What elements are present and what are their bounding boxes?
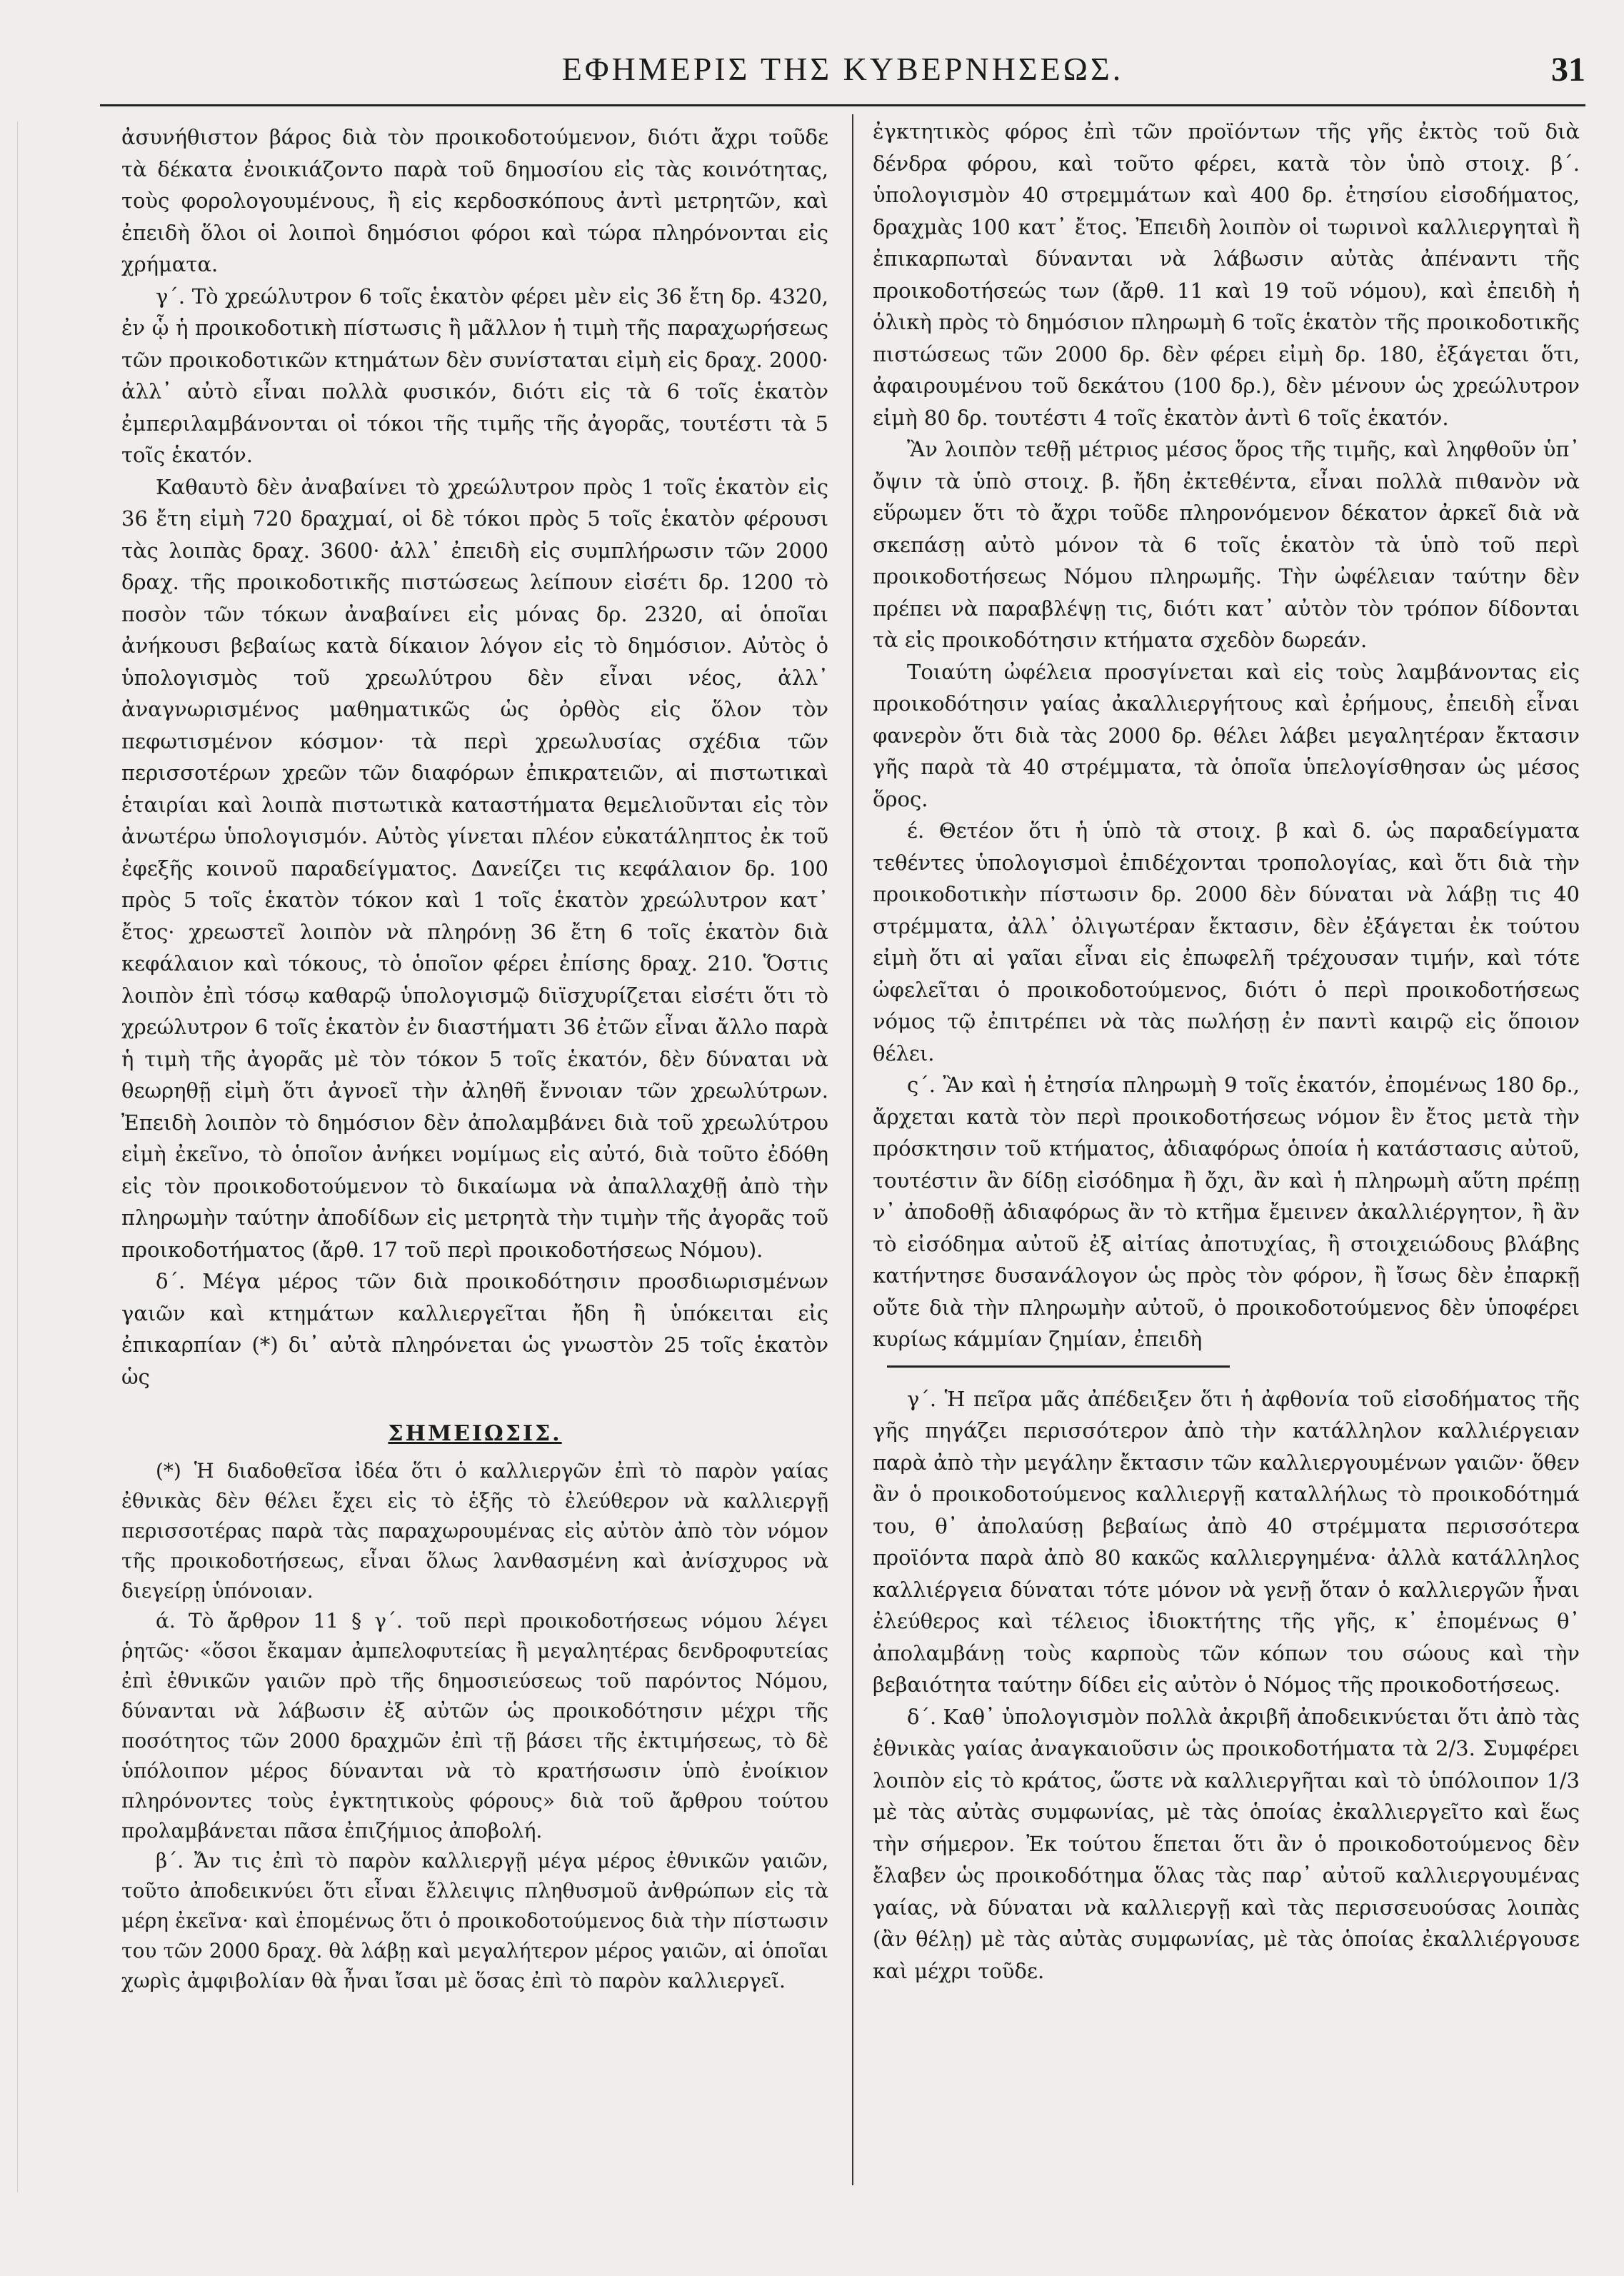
paragraph: έ. Θετέον ὅτι ἡ ὑπὸ τὰ στοιχ. β καὶ δ. ὡς παραδείγματα τεθέντες ὑπολογισμοὶ ἐπιδέχονται τροπολογίας, καὶ ὅτι διὰ τὴν προικοδοτικὴν πίστωσιν δρ. 2000 δὲν δύναται νὰ λάβῃ τις 40 στρέμματα, ἀλλ᾽ ὀλιγωτέραν ἔκτασιν, δὲν ἐξάγεται ἐκ τούτου εἰμὴ ὅτι αἱ γαῖαι εἶναι εἰς ἐπωφελῆ τρέχουσαν τιμήν, καὶ τότε ὠφελεῖται ὁ προικοδοτούμενος, διότι ὁ περὶ προικοδοτήσεως νόμος τῷ ἐπιτρέπει νὰ τὰς πωλήσῃ ἐν παντὶ καιρῷ εἰς ὅποιον θέλει. xyxy=(873,818,1580,1066)
notes-title: ΣΗΜΕΙΩΣΙΣ. xyxy=(388,1421,562,1446)
newspaper-title: ΕΦΗΜΕΡΙΣ ΤΗΣ ΚΥΒΕΡΝΗΣΕΩΣ. xyxy=(561,51,1124,87)
note-paragraph: β΄. Ἄν τις ἐπὶ τὸ παρὸν καλλιεργῇ μέγα μέρος ἐθνικῶν γαιῶν, τοῦτο ἀποδεικνύει ὅτι εἶναι ἔλλειψις πληθυσμοῦ ἀνθρώπων εἰς τὰ μέρη ἐκεῖνα· καὶ ἐπομένως ὅτι ὁ προικοδοτούμενος διὰ τὴν πίστωσιν του τῶν 2000 δραχ. θὰ λάβῃ καὶ μεγαλήτερον μέρος γαιῶν, αἱ ὁποῖαι χωρὶς ἀμφιβολίαν θὰ ἦναι ἴσαι μὲ ὅσας ἐπὶ τὸ παρὸν καλλιεργεῖ. xyxy=(121,1848,828,1992)
note-paragraph: δ΄. Καθ᾽ ὑπολογισμὸν πολλὰ ἀκριβῆ ἀποδεικνύεται ὅτι ἀπὸ τὰς ἐθνικὰς γαίας ἀναγκαιοῦσιν ὡς προικοδοτήματα τὰ 2/3. Συμφέρει λοιπὸν εἰς τὸ κράτος, ὥστε νὰ καλλιεργῆται καὶ τὸ ὑπόλοιπον 1/3 μὲ τὰς αὐτὰς συμφωνίας, μὲ τὰς ὁποίας ἐκαλλιεργεῖτο καὶ ἕως τὴν σήμερον. Ἐκ τούτου ἕπεται ὅτι ἂν ὁ προικοδοτούμενος δὲν ἔλαβεν ὡς προικοδότημα ὅλας τὰς παρ᾽ αὐτοῦ καλλιεργουμένας γαίας, νὰ δύναται νὰ καλλιεργῇ καὶ τὰς περισσευούσας λοιπὰς (ἂν θέλῃ) μὲ τὰς αὐτὰς συμφωνίας, μὲ τὰς ὁποίας ἐκαλλιέργουσε καὶ μέχρι τοῦδε. xyxy=(873,1704,1580,1983)
paragraph: ἐγκτητικὸς φόρος ἐπὶ τῶν προϊόντων τῆς γῆς ἐκτὸς τοῦ διὰ δένδρα φόρου, καὶ τοῦτο φέρει, κατὰ τὸν ὑπὸ στοιχ. β΄. ὑπολογισμὸν 40 στρεμμάτων καὶ 400 δρ. ἐτησίου εἰσοδήματος, δραχμὰς 100 κατ᾽ ἔτος. Ἐπειδὴ λοιπὸν οἱ τωρινοὶ καλλιεργηταὶ ἢ ἐπικαρπωταὶ δύνανται νὰ λάβωσιν αὐτὰς ἀπέναντι τῆς προικοδοτήσεώς των (ἄρθ. 11 καὶ 19 τοῦ νόμου), καὶ ἐπειδὴ ἡ ὁλικὴ πρὸς τὸ δημόσιον πληρωμὴ 6 τοῖς ἑκατὸν τῆς προικοδοτικῆς πιστώσεως τῶν 2000 δρ. δὲν φέρει εἰμὴ δρ. 180, ἐξάγεται ὅτι, ἀφαιρουμένου τοῦ δεκάτου (100 δρ.), δὲν μένουν ὡς χρεώλυτρον εἰμὴ 80 δρ. τουτέστι 4 τοῖς ἑκατὸν ἀντὶ 6 τοῖς ἑκατόν. xyxy=(873,119,1580,430)
right-column xyxy=(873,116,1580,1987)
page-number: 31 xyxy=(1551,51,1585,89)
paragraph: ς΄. Ἂν καὶ ἡ ἐτησία πληρωμὴ 9 τοῖς ἑκατόν, ἐπομένως 180 δρ., ἄρχεται κατὰ τὸν περὶ προικοδοτήσεως νόμον ἓν ἔτος μετὰ τὴν πρόσκτησιν τοῦ κτήματος, ἀδιαφόρως ὁποία ἡ κατάστασις αὐτοῦ, τουτέστιν ἂν δίδῃ εἰσόδημα ἢ ὄχι, ἂν καὶ ἡ πληρωμὴ αὕτη πρέπῃ ν᾽ ἀποδοθῇ ἀδιαφόρως ἂν τὸ κτῆμα ἔμεινεν ἀκαλλιέργητον, ἢ ἂν τὸ εἰσόδημα αὐτοῦ ἐξ αἰτίας ἀποτυχίας, ἢ στοιχειώδους βλάβης κατήντησε δυσανάλογον ὡς πρὸς τὸν φόρον, ἢ ἴσως δὲν ἐπαρκῇ οὔτε διὰ τὴν πληρωμὴν αὐτοῦ, ὁ προικοδοτούμενος δὲν ὑποφέρει κυρίως κάμμίαν ζημίαν, ἐπειδὴ xyxy=(873,1073,1580,1351)
notes-section xyxy=(121,1418,828,1996)
paragraph: ἀσυνήθιστον βάρος διὰ τὸν προικοδοτούμενον, διότι ἄχρι τοῦδε τὰ δέκατα ἐνοικιάζοντο παρὰ τοῦ δημοσίου εἰς τὰς κοινότητας, τοὺς φορολογουμένους, ἢ εἰς κερδοσκόπους ἀντὶ μετρητῶν, καὶ ἐπειδὴ ὅλοι οἱ λοιποὶ δημόσιοι φόροι καὶ τώρα πληρόνονται εἰς χρήματα. xyxy=(121,125,828,276)
paragraph: γ΄. Τὸ χρεώλυτρον 6 τοῖς ἑκατὸν φέρει μὲν εἰς 36 ἔτη δρ. 4320, ἐν ᾧ ἡ προικοδοτικὴ πίστωσις ἢ μᾶλλον ἡ τιμὴ τῆς παραχωρήσεως τῶν προικοδοτικῶν κτημάτων δὲν συνίσταται εἰμὴ εἰς δραχ. 2000· ἀλλ᾽ αὐτὸ εἶναι πολλὰ φυσικόν, διότι εἰς τὰ 6 τοῖς ἑκατὸν ἐμπεριλαμβάνονται οἱ τόκοι τῆς τιμῆς τῆς ἀγορᾶς, τουτέστι τὰ 5 τοῖς ἑκατόν. xyxy=(121,284,828,467)
page-header xyxy=(100,50,1585,100)
note-paragraph: (*) Ἡ διαδοθεῖσα ἰδέα ὅτι ὁ καλλιεργῶν ἐπὶ τὸ παρὸν γαίας ἐθνικὰς δὲν θέλει ἔχει εἰς τὸ ἑξῆς τὸ ἐλεύθερον νὰ καλλιεργῇ περισσοτέρας παρὰ τὰς παραχωρουμένας εἰς αὐτὸν ἀπὸ τὸν νόμον τῆς προικοδοτήσεως, εἶναι ὅλως λανθασμένη καὶ ἀνίσχυρος νὰ διεγείρῃ ὑπόνοιαν. xyxy=(121,1458,828,1603)
paragraph: Ἂν λοιπὸν τεθῇ μέτριος μέσος ὅρος τῆς τιμῆς, καὶ ληφθοῦν ὑπ᾽ ὄψιν τὰ ὑπὸ στοιχ. β. ἤδη ἐκτεθέντα, εἶναι πολλὰ πιθανὸν νὰ εὕρωμεν ὅτι τὸ ἄχρι τοῦδε πληρονόμενον δέκατον ἀρκεῖ διὰ νὰ σκεπάσῃ αὐτὸ μόνον τὰ 6 τοῖς ἑκατὸν τὰ ὑπὸ τοῦ περὶ προικοδοτήσεως Νόμου πληρωμῆς. Τὴν ὠφέλειαν ταύτην δὲν πρέπει νὰ παραβλέψῃ τις, διότι κατ᾽ αὐτὸν τὸν τρόπον δίδονται τὰ εἰς προικοδότησιν κτήματα σχεδὸν δωρεάν. xyxy=(873,437,1580,652)
paragraph: Καθαυτὸ δὲν ἀναβαίνει τὸ χρεώλυτρον πρὸς 1 τοῖς ἑκατὸν εἰς 36 ἔτη εἰμὴ 720 δραχμαί, οἱ δὲ τόκοι πρὸς 5 τοῖς ἑκατὸν φέρουσι τὰς λοιπὰς δραχ. 3600· ἀλλ᾽ ἐπειδὴ εἰς συμπλήρωσιν τῶν 2000 δραχ. τῆς προικοδοτικῆς πιστώσεως λείπουν εἰσέτι δρ. 1200 τὸ ποσὸν τῶν τόκων ἀναβαίνει εἰς μόνας δρ. 2320, αἱ ὁποῖαι ἀνήκουσι βεβαίως κατὰ δίκαιον λόγον εἰς τὸ δημόσιον. Αὐτὸς ὁ ὑπολογισμὸς τοῦ χρεωλύτρου δὲν εἶναι νέος, ἀλλ᾽ ἀναγνωρισμένος μαθηματικῶς ὡς ὀρθὸς εἰς ὅλον τὸν πεφωτισμένον κόσμον· τὰ περὶ χρεωλυσίας σχέδια τῶν περισσοτέρων χρεῶν τῶν διαφόρων ἐπικρατειῶν, αἱ πιστωτικαὶ ἑταιρίαι καὶ λοιπὰ πιστωτικὰ καταστήματα θεμελιοῦνται εἰς τὸν ἀνωτέρω ὑπολογισμόν. Αὐτὸς γίνεται πλέον εὐκατάληπτος ἐκ τοῦ ἐφεξῆς κοινοῦ παραδείγματος. Δανείζει τις κεφάλαιον δρ. 100 πρὸς 5 τοῖς ἑκατὸν τόκον καὶ 1 τοῖς ἑκατὸν χρεώλυτρον κατ᾽ ἔτος· χρεωστεῖ λοιπὸν νὰ πληρόνῃ 36 ἔτη 6 τοῖς ἑκατὸν διὰ κεφάλαιον καὶ τόκους, τὸ ὁποῖον φέρει ἐπίσης δραχ. 210. Ὅστις λοιπὸν ἐπὶ τόσῳ καθαρῷ ὑπολογισμῷ διϊσχυρίζεται εἰσέτι ὅτι τὸ χρεώλυτρον 6 τοῖς ἑκατὸν ἐν διαστήματι 36 ἐτῶν εἶναι ἄλλο παρὰ ἡ τιμὴ τῆς ἀγορᾶς μὲ τὸν τόκον 5 τοῖς ἑκατόν, δὲν δύναται νὰ θεωρηθῇ εἰμὴ ὅτι ἀγνοεῖ τὴν ἀληθῆ ἔννοιαν τῶν χρεωλύτρων. Ἐπειδὴ λοιπὸν τὸ δημόσιον δὲν ἀπολαμβάνει διὰ τοῦ χρεωλύτρου εἰμὴ ἐκεῖνο, τὸ ὁποῖον ἀνήκει νομίμως εἰς αὐτό, διὰ τοῦτο ἐδόθη εἰς τὸν προικοδοτούμενον τὸ δικαίωμα νὰ ἀπαλλαχθῇ ἀπὸ τὴν πληρωμὴν ταύτην ἀποδίδων εἰς μετρητὰ τὴν τιμὴν τῆς ἀγορᾶς τοῦ προικοδοτήματος (ἄρθ. 17 τοῦ περὶ προικοδοτήσεως Νόμου). xyxy=(121,474,828,1262)
header-rule xyxy=(100,104,1585,106)
section-rule xyxy=(887,1365,1230,1368)
paragraph: Τοιαύτη ὠφέλεια προσγίνεται καὶ εἰς τοὺς λαμβάνοντας εἰς προικοδότησιν γαίας ἀκαλλιεργήτους καὶ ἐρήμους, ἐπειδὴ εἶναι φανερὸν ὅτι διὰ τὰς 2000 δρ. θέλει λάβει μεγαλητέραν ἔκτασιν γῆς παρὰ τὰ 40 στρέμματα, τὰ ὁποῖα ὑπελογίσθησαν ὡς μέσος ὅρος. xyxy=(873,659,1580,811)
paragraph: δ΄. Μέγα μέρος τῶν διὰ προικοδότησιν προσδιωρισμένων γαιῶν καὶ κτημάτων καλλιεργεῖται ἤδη ἢ ὑπόκειται εἰς ἐπικαρπίαν (*) δι᾽ αὐτὰ πληρόνεται ὡς γνωστὸν 25 τοῖς ἑκατὸν ὡς xyxy=(121,1269,828,1389)
left-margin-edge xyxy=(0,121,18,2192)
column-divider xyxy=(852,114,853,2185)
note-paragraph: ά. Τὸ ἄρθρον 11 § γ΄. τοῦ περὶ προικοδοτήσεως νόμου λέγει ῥητῶς· «ὅσοι ἔκαμαν ἀμπελοφυτείας ἢ μεγαλητέρας δενδροφυτείας ἐπὶ ἐθνικῶν γαιῶν πρὸ τῆς δημοσιεύσεως τοῦ παρόντος Νόμου, δύνανται νὰ λάβωσιν ἐξ αὐτῶν ὡς προικοδότησιν μέχρι τῆς ποσότητος τῶν 2000 δραχμῶν ἐπὶ τῇ βάσει τῆς ἐκτιμήσεως, τὸ δὲ ὑπόλοιπον μέρος δύνανται νὰ τὸ κρατήσωσιν ὑπὸ ἐνοίκιον πληρόνοντες τοὺς ἐγκτητικοὺς φόρους» διὰ τοῦ ἄρθρου τούτου προλαμβάνεται πᾶσα ἐπιζήμιος ἀποβολή. xyxy=(121,1608,828,1843)
left-column xyxy=(121,121,828,1996)
note-paragraph: γ΄. Ἡ πεῖρα μᾶς ἀπέδειξεν ὅτι ἡ ἀφθονία τοῦ εἰσοδήματος τῆς γῆς πηγάζει περισσότερον ἀπὸ τὴν κατάλληλον καλλιέργειαν παρὰ ἀπὸ τὴν μεγάλην ἔκτασιν τῶν καλλιεργουμένων γαιῶν· ὅθεν ἂν ὁ προικοδοτούμενος καλλιεργῇ καταλλήλως τὸ προικοδότημά του, θ᾽ ἀπολαύσῃ βεβαίως ἀπὸ 40 στρέμματα περισσότερα προϊόντα παρὰ ἀπὸ 80 κακῶς καλλιεργημένα· ἀλλὰ κατάλληλος καλλιέργεια δύναται τότε μόνον νὰ γενῇ ὅταν ὁ καλλιεργῶν ἦναι ἐλεύθερος καὶ τέλειος ἰδιοκτήτης τῆς γῆς, κ᾽ ἐπομένως θ᾽ ἀπολαμβάνῃ τοὺς καρποὺς τῶν κόπων του σώους καὶ τὴν βεβαιότητα ταύτην δίδει εἰς αὐτὸν ὁ Νόμος τῆς προικοδοτήσεως. xyxy=(873,1386,1580,1697)
